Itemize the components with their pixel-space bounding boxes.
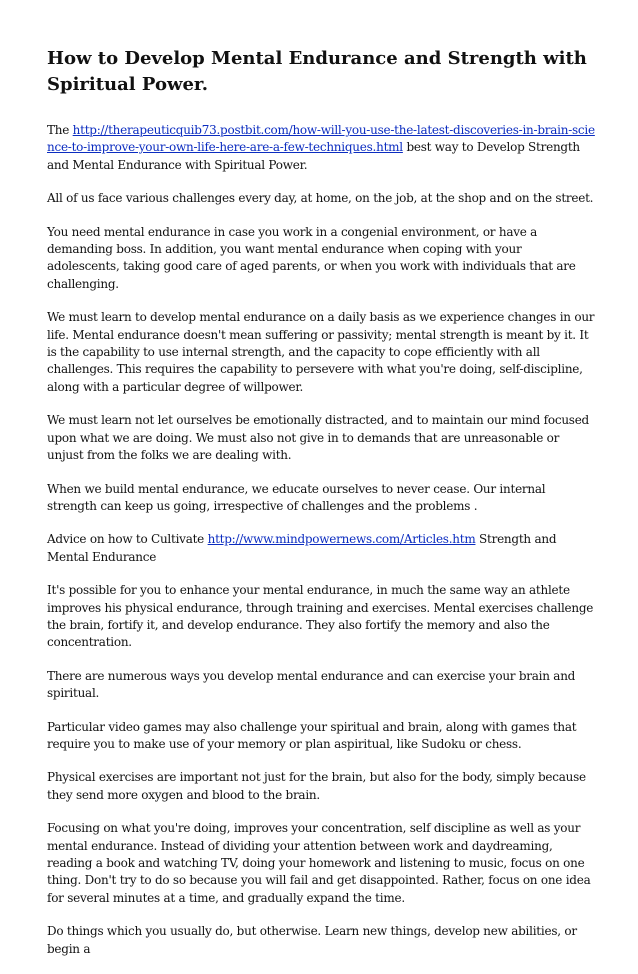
advice-text-before: Advice on how to Cultivate [47,532,208,547]
paragraph-not-distracted: We must learn not let ourselves be emotionally distracted, and to maintain our mind focused upon what we are doing. We must also not give in to demands that are unreasonable or unjust from the folks we are dealing with. [47,413,589,463]
document-title: How to Develop Mental Endurance and Strength with Spiritual Power. [47,48,587,95]
paragraph-daily-basis: We must learn to develop mental endurance on a daily basis as we experience changes in our life. Mental endurance doesn't mean suffering or passivity; mental strength is meant by it. It is the capability to use internal strength, and the capacity to cope efficiently with all challenges. This requires the capability to persevere with what you're doing, self-discipline, along with a particular degree of willpower. [47,310,595,394]
paragraph-enhance: It's possible for you to enhance your mental endurance, in much the same way an athlete improves his physical endurance, through training and exercises. Mental exercises challenge the brain, fortify it, and develop endurance. They also fortify the memory and also the concentration. [47,583,594,650]
paragraph-physical-exercises: Physical exercises are important not just for the brain, but also for the body, simply because they send more oxygen and blood to the brain. [47,770,586,802]
therapeuticquib-link[interactable]: http://therapeuticquib73.postbit.com/how-will-you-use-the-latest-discoveries-in-brain-science-to-improve-your-own-life-here-are-a-few-techniques.html [47,123,595,155]
intro-text-before: The [47,123,73,137]
intro-text-after: best way to Develop Strength and Mental Endurance with Spiritual Power. [47,140,580,172]
paragraph-numerous-ways: There are numerous ways you develop mental endurance and can exercise your brain and spiritual. [47,668,576,701]
paragraph-challenges: All of us face various challenges every day, at home, on the job, at the shop and on the street. [47,191,594,206]
paragraph-do-things: Do things which you usually do, but otherwise. Learn new things, develop new abilities, or begin a [47,924,577,956]
advice-text-after: Strength and Mental Endurance [47,532,557,564]
paragraph-video-games: Particular video games may also challenge your spiritual and brain, along with games that require you to make use of your memory or plan aspiritual, like Sudoku or chess. [47,719,577,751]
advice-paragraph [47,531,595,566]
intro-paragraph [47,122,595,174]
paragraph-focusing: Focusing on what you're doing, improves your concentration, self discipline as well as your mental endurance. Instead of dividing your attention between work and daydreaming, reading a book and watching TV, doing your homework and listening to music, focus on one thing. Don't try to do so because you will fail and get disappointed. Rather, focus on one idea for several minutes at a time, and gradually expand the time. [47,821,591,905]
document-page [47,46,595,974]
paragraph-need-endurance: You need mental endurance in case you work in a congenial environment, or have a demanding boss. In addition, you want mental endurance when coping with your adolescents, taking good care of aged parents, or when you work with individuals that are challenging. [47,224,576,291]
mindpowernews-link[interactable]: http://www.mindpowernews.com/Articles.htm [207,532,476,547]
paragraph-never-cease: When we build mental endurance, we educate ourselves to never cease. Our internal strength can keep us going, irrespective of challenges and the problems . [47,481,546,513]
